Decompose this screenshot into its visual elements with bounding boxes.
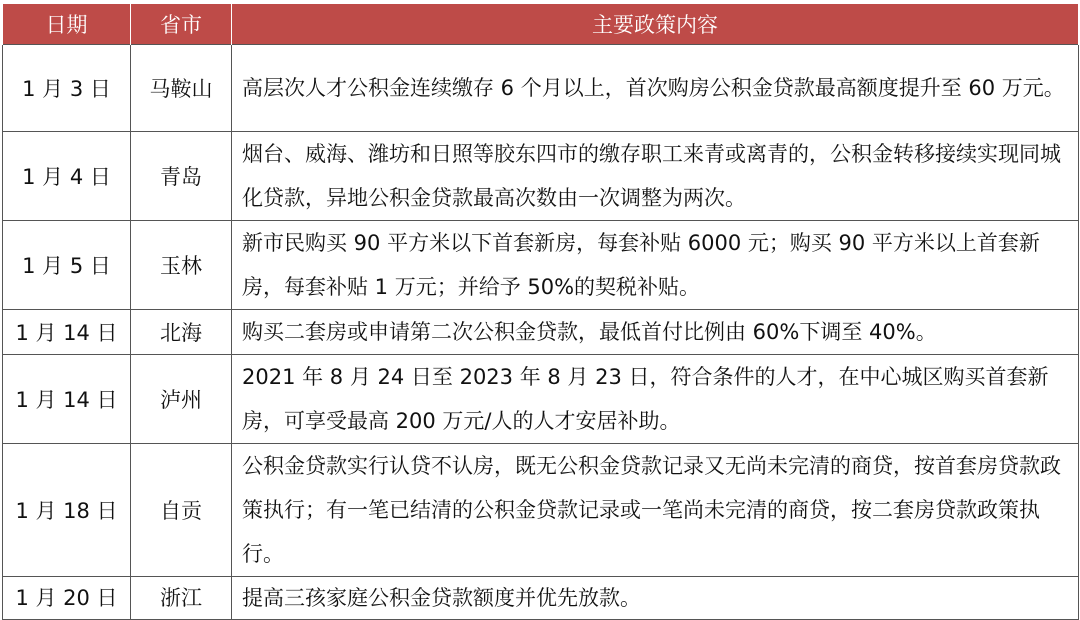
table-row [3, 45, 1079, 132]
row-content: 新市民购买 90 平方米以下首套新房，每套补贴 6000 元；购买 90 平方米以上首套新房，每套补贴 1 万元；并给予 50%的契税补贴。 [232, 221, 1079, 310]
row-date: 1 月 18 日 [3, 444, 131, 577]
row-city: 自贡 [131, 444, 232, 577]
row-city: 玉林 [131, 221, 232, 310]
row-content: 购买二套房或申请第二次公积金贷款，最低首付比例由 60%下调至 40%。 [232, 310, 1079, 355]
row-date: 1 月 5 日 [3, 221, 131, 310]
table-row [3, 221, 1079, 310]
row-content: 提高三孩家庭公积金贷款额度并优先放款。 [232, 577, 1079, 620]
table-row [3, 132, 1079, 221]
row-city: 泸州 [131, 355, 232, 444]
row-city: 浙江 [131, 577, 232, 620]
row-city: 马鞍山 [131, 45, 232, 132]
row-city: 青岛 [131, 132, 232, 221]
header-content: 主要政策内容 [232, 4, 1079, 45]
row-content: 2021 年 8 月 24 日至 2023 年 8 月 23 日，符合条件的人才，在中心城区购买首套新房，可享受最高 200 万元/人的人才安居补助。 [232, 355, 1079, 444]
row-content: 烟台、威海、潍坊和日照等胶东四市的缴存职工来青或离青的，公积金转移接续实现同城化贷款，异地公积金贷款最高次数由一次调整为两次。 [232, 132, 1079, 221]
table-row [3, 355, 1079, 444]
table-row [3, 577, 1079, 620]
policy-table [2, 4, 1079, 620]
row-content: 高层次人才公积金连续缴存 6 个月以上，首次购房公积金贷款最高额度提升至 60 万元。 [232, 45, 1079, 132]
header-date: 日期 [3, 4, 131, 45]
table-row [3, 310, 1079, 355]
row-date: 1 月 14 日 [3, 310, 131, 355]
row-date: 1 月 3 日 [3, 45, 131, 132]
row-date: 1 月 14 日 [3, 355, 131, 444]
table-row [3, 444, 1079, 577]
row-city: 北海 [131, 310, 232, 355]
table-header-row [3, 4, 1079, 45]
header-city: 省市 [131, 4, 232, 45]
row-date: 1 月 20 日 [3, 577, 131, 620]
row-content: 公积金贷款实行认贷不认房，既无公积金贷款记录又无尚未完清的商贷，按首套房贷款政策执行；有一笔已结清的公积金贷款记录或一笔尚未完清的商贷，按二套房贷款政策执行。 [232, 444, 1079, 577]
row-date: 1 月 4 日 [3, 132, 131, 221]
